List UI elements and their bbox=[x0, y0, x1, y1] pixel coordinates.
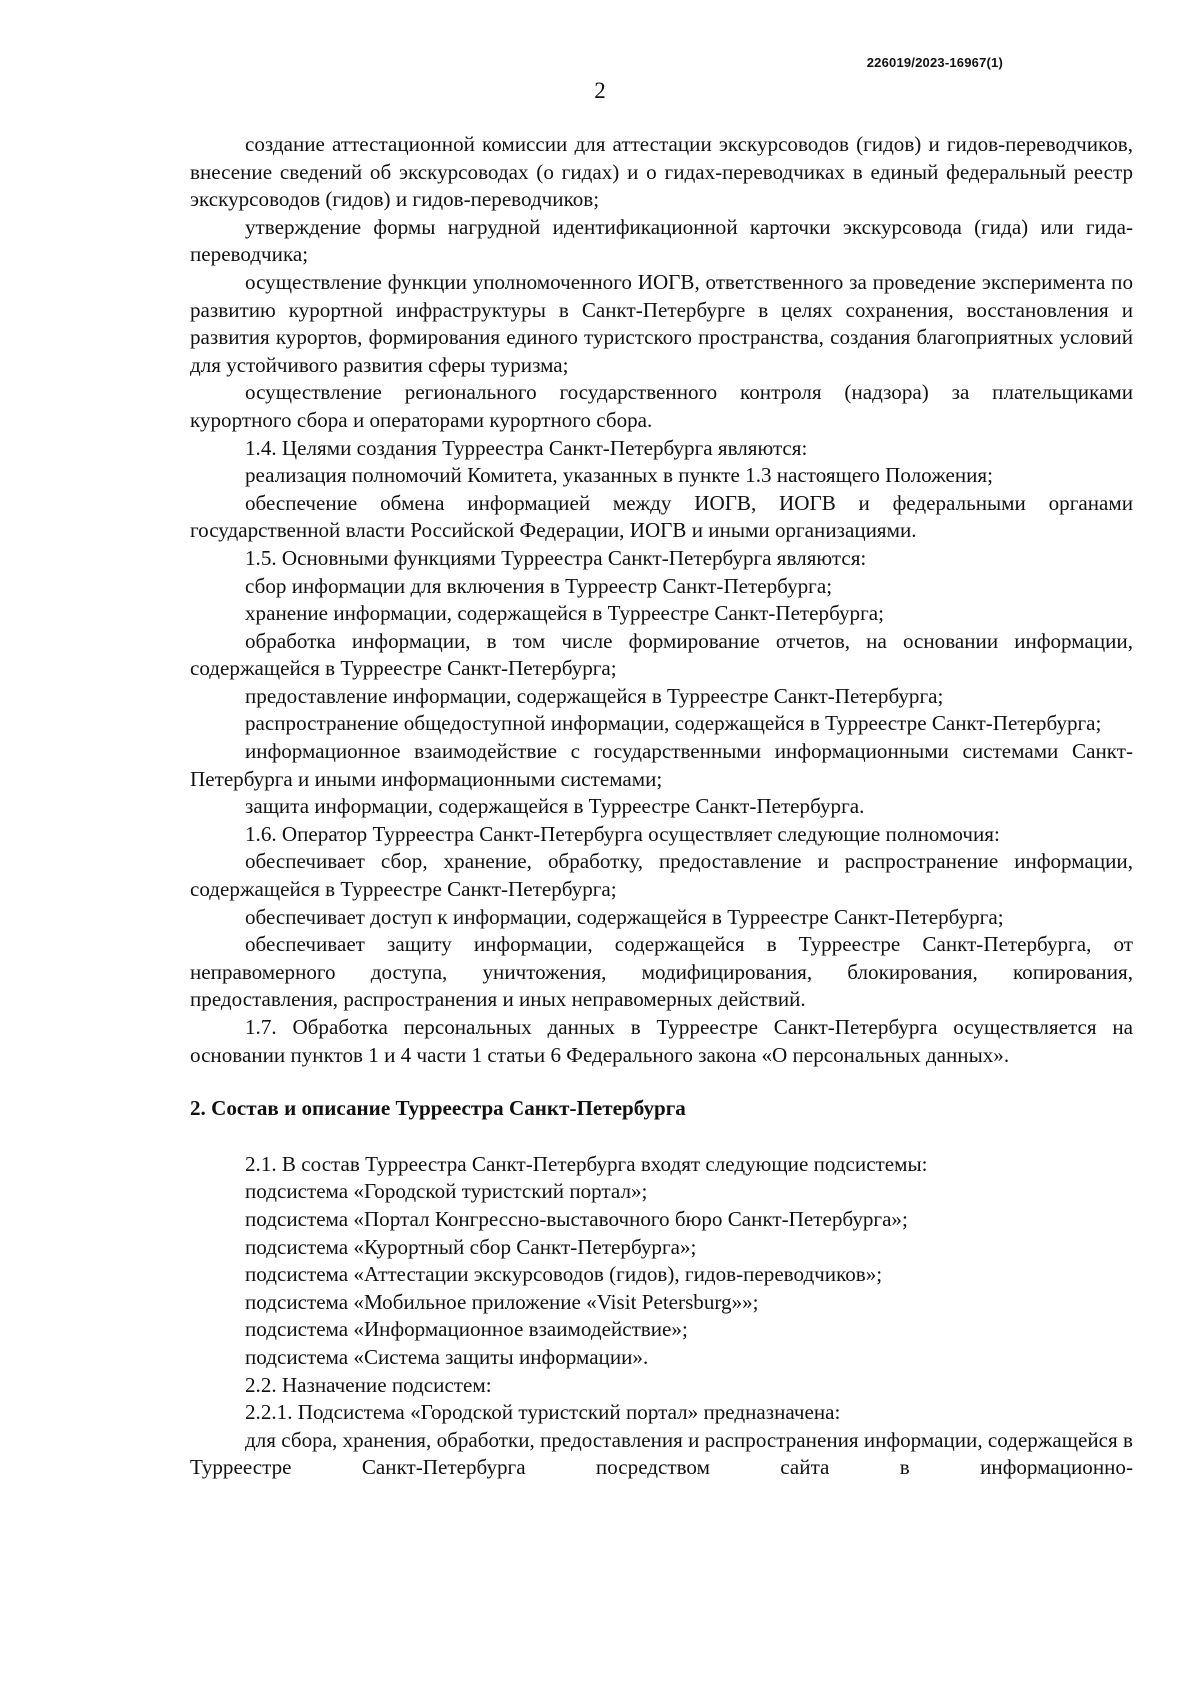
paragraph: для сбора, хранения, обработки, предоставления и распространения информации, содержащейся в Турреестре Санкт-Петербурга посредством сайта в информационно- bbox=[190, 1427, 1133, 1480]
paragraph: 2.2. Назначение подсистем: bbox=[245, 1372, 492, 1397]
paragraph: информационное взаимодействие с государственными информационными системами Санкт-Петербурга и иными информационными системами; bbox=[190, 739, 1133, 791]
paragraph: подсистема «Система защиты информации». bbox=[245, 1344, 649, 1369]
paragraph: подсистема «Аттестации экскурсоводов (гидов), гидов-переводчиков»; bbox=[245, 1262, 883, 1287]
paragraph: 1.7. Обработка персональных данных в Турреестре Санкт-Петербурга осуществляется на основании пунктов 1 и 4 части 1 статьи 6 Федерального закона «О персональных данных». bbox=[190, 1015, 1133, 1067]
paragraph: 2.1. В состав Турреестра Санкт-Петербурга входят следующие подсистемы: bbox=[245, 1151, 928, 1176]
paragraph: 1.5. Основными функциями Турреестра Санкт-Петербурга являются: bbox=[245, 545, 867, 570]
paragraph: утверждение формы нагрудной идентификационной карточки экскурсовода (гида) или гида-переводчика; bbox=[190, 214, 1133, 267]
paragraph: подсистема «Информационное взаимодействие»; bbox=[245, 1317, 688, 1342]
paragraph: подсистема «Курортный сбор Санкт-Петербурга»; bbox=[245, 1234, 697, 1259]
paragraph: сбор информации для включения в Турреестр Санкт-Петербурга; bbox=[245, 573, 833, 598]
paragraph: подсистема «Городской туристский портал»; bbox=[245, 1179, 648, 1204]
paragraph: предоставление информации, содержащейся в Турреестре Санкт-Петербурга; bbox=[245, 683, 944, 708]
section-heading: 2. Состав и описание Турреестра Санкт-Петербурга bbox=[190, 1096, 686, 1121]
paragraph: реализация полномочий Комитета, указанных в пункте 1.3 настоящего Положения; bbox=[245, 463, 993, 488]
paragraph: хранение информации, содержащейся в Турреестре Санкт-Петербурга; bbox=[245, 601, 884, 626]
paragraph: обеспечивает защиту информации, содержащейся в Турреестре Санкт-Петербурга, от неправомерного доступа, уничтожения, модифицирования, блокирования, копирования, предоставления, распространения и иных неправомерных действий. bbox=[190, 932, 1133, 1012]
paragraph: 2.2.1. Подсистема «Городской туристский портал» предназначена: bbox=[245, 1400, 841, 1425]
paragraph: защита информации, содержащейся в Турреестре Санкт-Петербурга. bbox=[245, 794, 865, 819]
paragraph: осуществление функции уполномоченного ИОГВ, ответственного за проведение эксперимента по развитию курортной инфраструктуры в Санкт-Петербурге в целях сохранения, восстановления и развития курортов, формирования единого туристского пространства, создания благоприятных условий для устойчивого развития сферы туризма; bbox=[190, 269, 1133, 377]
paragraph: 1.4. Целями создания Турреестра Санкт-Петербурга являются: bbox=[245, 435, 808, 460]
paragraph: обеспечивает сбор, хранение, обработку, предоставление и распространение информации, содержащейся в Турреестре Санкт-Петербурга; bbox=[190, 849, 1133, 902]
paragraph: подсистема «Портал Конгрессно-выставочного бюро Санкт-Петербурга»; bbox=[245, 1206, 908, 1231]
page-number: 2 bbox=[594, 78, 606, 103]
paragraph: 1.6. Оператор Турреестра Санкт-Петербурга осуществляет следующие полномочия: bbox=[245, 821, 1000, 846]
paragraph: создание аттестационной комиссии для аттестации экскурсоводов (гидов) и гидов-переводчиков, внесение сведений об экскурсоводах (о гидах) и о гидах-переводчиках в единый федеральный реестр экскурсоводов (гидов) и гидов-переводчиков; bbox=[190, 132, 1133, 212]
document-body bbox=[190, 131, 1133, 1482]
paragraph: обеспечение обмена информацией между ИОГВ, ИОГВ и федеральными органами государственной власти Российской Федерации, ИОГВ и иными организациями. bbox=[190, 490, 1133, 543]
paragraph: осуществление регионального государственного контроля (надзора) за плательщиками курортного сбора и операторами курортного сбора. bbox=[190, 380, 1133, 432]
paragraph: подсистема «Мобильное приложение «Visit Petersburg»»; bbox=[245, 1289, 759, 1314]
paragraph: обеспечивает доступ к информации, содержащейся в Турреестре Санкт-Петербурга; bbox=[245, 904, 1004, 929]
document-id: 226019/2023-16967(1) bbox=[866, 55, 1003, 70]
paragraph: обработка информации, в том числе формирование отчетов, на основании информации, содержащейся в Турреестре Санкт-Петербурга; bbox=[190, 628, 1133, 681]
paragraph: распространение общедоступной информации, содержащейся в Турреестре Санкт-Петербурга; bbox=[245, 711, 1102, 736]
